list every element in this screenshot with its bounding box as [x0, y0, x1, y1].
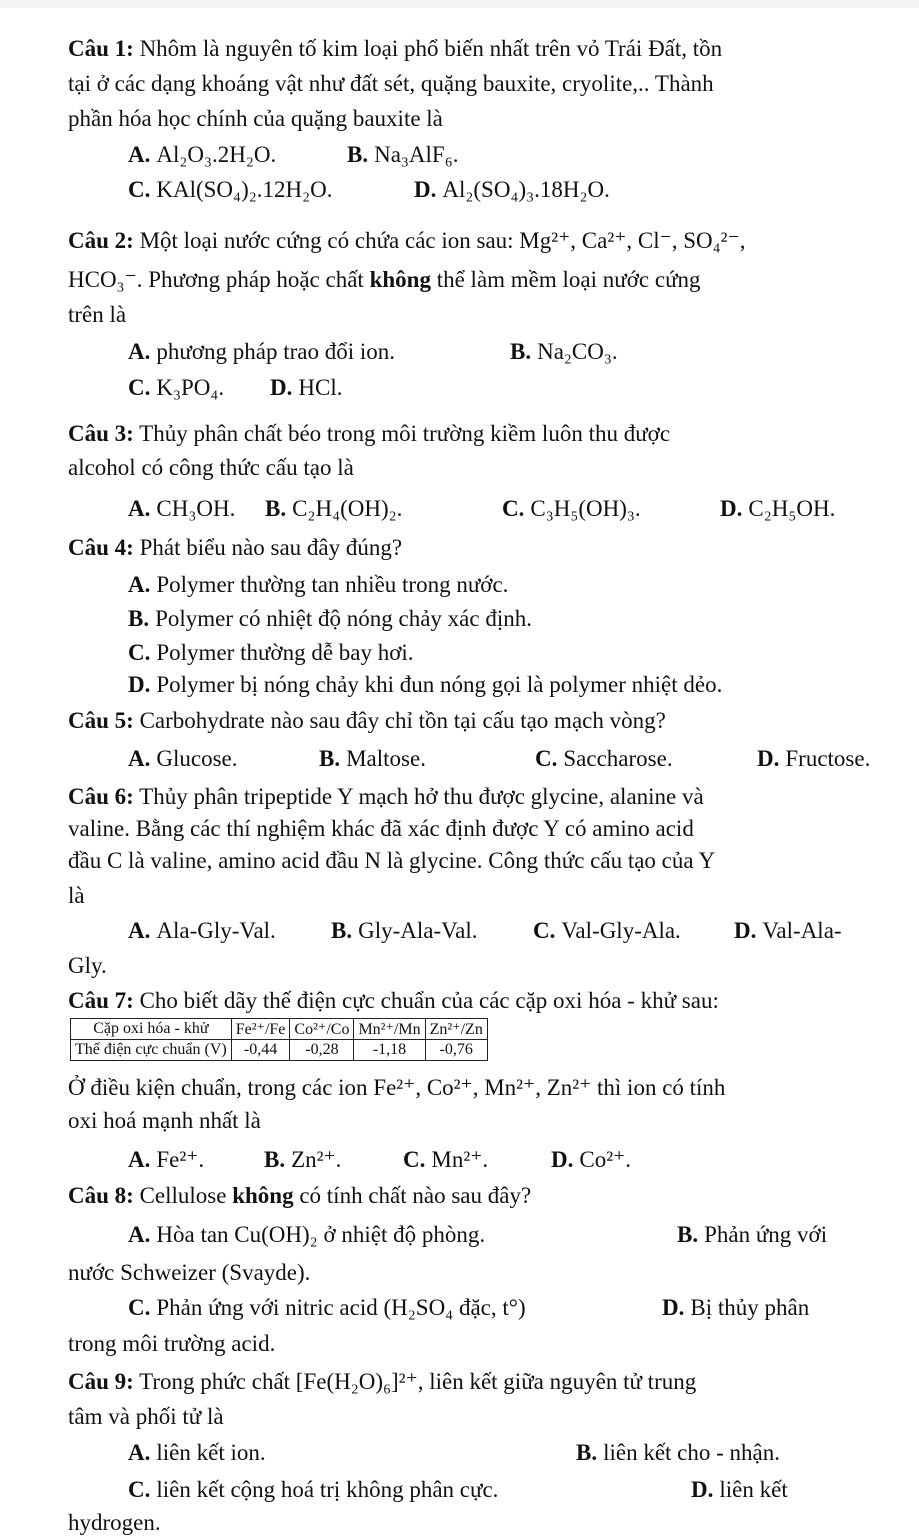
q2-line-3: trên là	[68, 302, 127, 327]
q5-option-d[interactable]: D. Fructose.	[757, 746, 871, 771]
table-cell: -1,18	[354, 1040, 425, 1061]
q6-option-a[interactable]: A. Ala-Gly-Val.	[128, 918, 276, 943]
table-cell: -0,28	[290, 1040, 354, 1061]
q9-option-b[interactable]: B. liên kết cho - nhận.	[576, 1440, 781, 1465]
q7-line-1: Câu 7: Cho biết dãy thế điện cực chuẩn của các cặp oxi hóa - khử sau:	[68, 988, 719, 1013]
q6-line-3: đầu C là valine, amino acid đầu N là glycine. Công thức cấu tạo của Y	[68, 848, 716, 873]
q3-option-b[interactable]: B. C₂H₄(OH)₂.	[265, 496, 403, 521]
table-cell: Co²⁺/Co	[290, 1019, 354, 1040]
q9-option-d[interactable]: D. liên kết	[691, 1477, 788, 1502]
q6-option-d[interactable]: D. Val-Ala-	[734, 918, 842, 943]
q6-option-d-wrap: Gly.	[68, 953, 107, 978]
q8-option-b-wrap: nước Schweizer (Svayde).	[68, 1260, 311, 1285]
q1-line-2: tại ở các dạng khoáng vật như đất sét, quặng bauxite, cryolite,.. Thành	[68, 71, 714, 96]
q9-option-c[interactable]: C. liên kết cộng hoá trị không phân cực.	[128, 1477, 499, 1502]
q8-line-1: Câu 8: Cellulose không có tính chất nào sau đây?	[68, 1183, 532, 1208]
table-row	[71, 1040, 488, 1061]
q4-option-d[interactable]: D. Polymer bị nóng chảy khi đun nóng gọi là polymer nhiệt dẻo.	[128, 672, 723, 697]
q2-line-1: Câu 2: Một loại nước cứng có chứa các ion sau: Mg²⁺, Ca²⁺, Cl⁻, SO₄²⁻,	[68, 228, 746, 253]
q9-line-2: tâm và phối tử là	[68, 1404, 224, 1429]
table-cell: -0,44	[231, 1040, 290, 1061]
q7-option-a[interactable]: A. Fe²⁺.	[128, 1147, 205, 1172]
q4-line-1: Câu 4: Phát biểu nào sau đây đúng?	[68, 535, 403, 560]
q5-option-b[interactable]: B. Maltose.	[319, 746, 426, 771]
q1-line-3: phần hóa học chính của quặng bauxite là	[68, 106, 443, 131]
q5-line-1: Câu 5: Carbohydrate nào sau đây chỉ tồn tại cấu tạo mạch vòng?	[68, 708, 666, 733]
q1-option-c[interactable]: C. KAl(SO₄)₂.12H₂O.	[128, 177, 333, 202]
q1-line-1: Câu 1: Nhôm là nguyên tố kim loại phổ biến nhất trên vỏ Trái Đất, tồn	[68, 36, 723, 61]
q3-line-1: Câu 3: Thủy phân chất béo trong môi trường kiềm luôn thu được	[68, 421, 671, 446]
q2-option-c[interactable]: C. K₃PO₄.	[128, 375, 225, 400]
q6-option-c[interactable]: C. Val-Gly-Ala.	[533, 918, 681, 943]
q3-line-2: alcohol có công thức cấu tạo là	[68, 455, 354, 480]
q7-option-c[interactable]: C. Mn²⁺.	[403, 1147, 489, 1172]
q9-line-1: Câu 9: Trong phức chất [Fe(H₂O)₆]²⁺, liên kết giữa nguyên tử trung	[68, 1369, 697, 1394]
q2-option-d[interactable]: D. HCl.	[270, 375, 343, 400]
potential-table	[70, 1018, 488, 1061]
q8-option-c[interactable]: C. Phản ứng với nitric acid (H₂SO₄ đặc, t°)	[128, 1295, 526, 1320]
q2-line-2: HCO₃⁻. Phương pháp hoặc chất không thể làm mềm loại nước cứng	[68, 267, 701, 292]
q1-option-a[interactable]: A. Al₂O₃.2H₂O.	[128, 142, 277, 167]
q3-option-d[interactable]: D. C₂H₅OH.	[720, 496, 836, 521]
table-cell: Thế điện cực chuẩn (V)	[71, 1040, 232, 1061]
q5-option-c[interactable]: C. Saccharose.	[535, 746, 673, 771]
table-cell: Mn²⁺/Mn	[354, 1019, 425, 1040]
table-cell: Fe²⁺/Fe	[231, 1019, 290, 1040]
top-edge	[0, 0, 919, 8]
q3-option-c[interactable]: C. C₃H₅(OH)₃.	[502, 496, 641, 521]
table-cell: Cặp oxi hóa - khử	[71, 1019, 232, 1040]
q7-line-2: Ở điều kiện chuẩn, trong các ion Fe²⁺, Co²⁺, Mn²⁺, Zn²⁺ thì ion có tính	[68, 1075, 726, 1100]
q6-line-1: Câu 6: Thủy phân tripeptide Y mạch hở thu được glycine, alanine và	[68, 784, 704, 809]
q5-option-a[interactable]: A. Glucose.	[128, 746, 238, 771]
q6-line-4: là	[68, 883, 85, 908]
q8-option-a[interactable]: A. Hòa tan Cu(OH)₂ ở nhiệt độ phòng.	[128, 1222, 486, 1247]
q8-option-b[interactable]: B. Phản ứng với	[677, 1222, 828, 1247]
table-cell: Zn²⁺/Zn	[425, 1019, 487, 1040]
q7-option-d[interactable]: D. Co²⁺.	[551, 1147, 632, 1172]
q2-option-b[interactable]: B. Na₂CO₃.	[510, 339, 618, 364]
q6-option-b[interactable]: B. Gly-Ala-Val.	[331, 918, 478, 943]
table-row	[71, 1019, 488, 1040]
q8-option-d[interactable]: D. Bị thủy phân	[662, 1295, 810, 1320]
q8-option-d-wrap: trong môi trường acid.	[68, 1331, 276, 1356]
q4-option-a[interactable]: A. Polymer thường tan nhiều trong nước.	[128, 572, 509, 597]
table-cell: -0,76	[425, 1040, 487, 1061]
q4-option-c[interactable]: C. Polymer thường dễ bay hơi.	[128, 640, 414, 665]
q1-option-d[interactable]: D. Al₂(SO₄)₃.18H₂O.	[414, 177, 610, 202]
q2-option-a[interactable]: A. phương pháp trao đổi ion.	[128, 339, 395, 364]
q7-option-b[interactable]: B. Zn²⁺.	[264, 1147, 342, 1172]
q6-line-2: valine. Bằng các thí nghiệm khác đã xác định được Y có amino acid	[68, 816, 694, 841]
q9-option-a[interactable]: A. liên kết ion.	[128, 1440, 266, 1465]
q1-option-b[interactable]: B. Na₃AlF₆.	[347, 142, 459, 167]
q9-option-d-wrap: hydrogen.	[68, 1510, 161, 1535]
q7-line-3: oxi hoá mạnh nhất là	[68, 1108, 261, 1133]
q3-option-a[interactable]: A. CH₃OH.	[128, 496, 236, 521]
q4-option-b[interactable]: B. Polymer có nhiệt độ nóng chảy xác định.	[128, 606, 532, 631]
